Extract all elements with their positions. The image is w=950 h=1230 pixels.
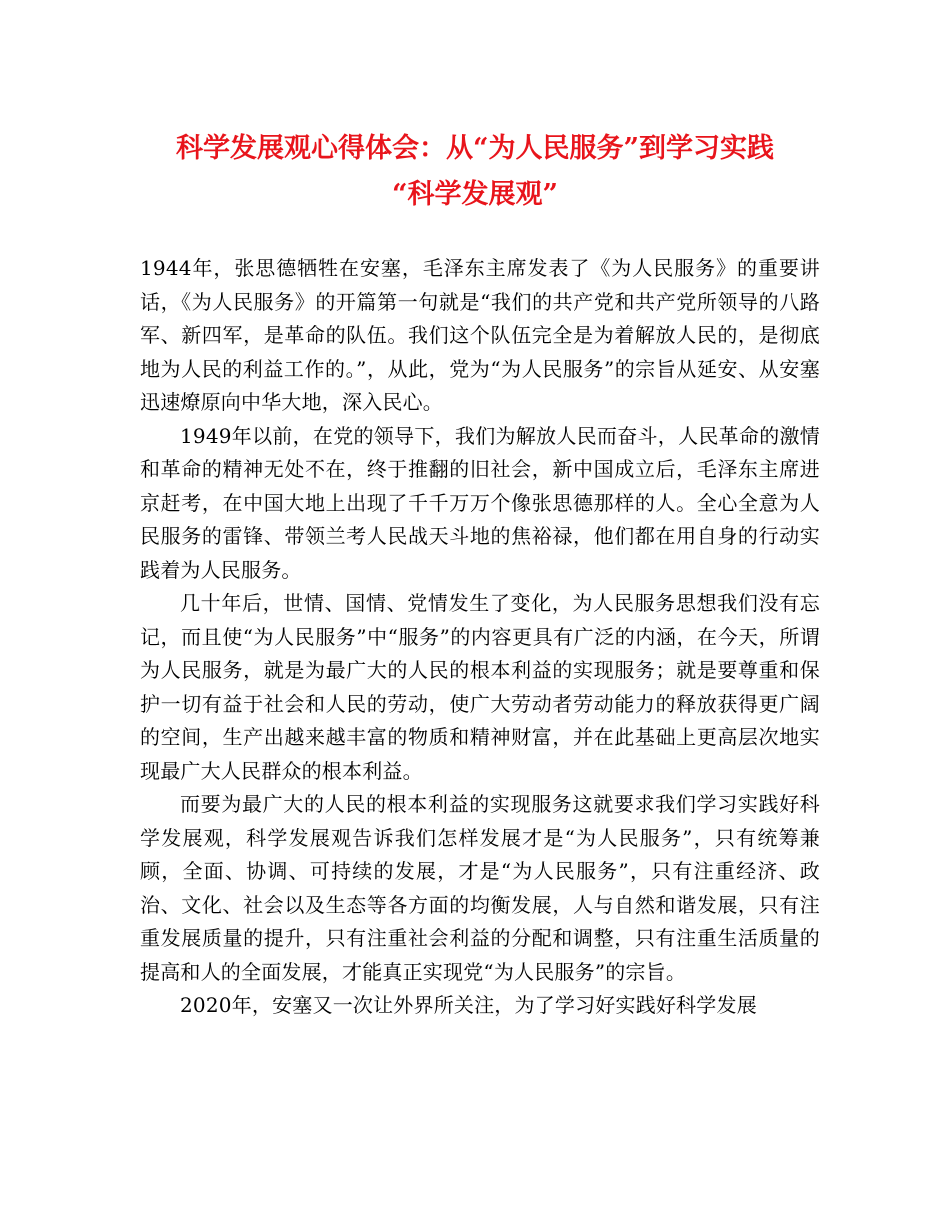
- paragraph-1: 1944年，张思德牺牲在安塞，毛泽东主席发表了《为人民服务》的重要讲话，《为人民服务》的开篇第一句就是“我们的共产党和共产党所领导的八路军、新四军，是革命的队伍。我们这个队伍完全是为着解放人民的，是彻底地为人民的利益工作的。”，从此，党为“为人民服务”的宗旨从延安、从安塞迅速燎原向中华大地，深入民心。: [140, 256, 820, 414]
- paragraph-3: 几十年后，世情、国情、党情发生了变化，为人民服务思想我们没有忘记，而且使“为人民服务”中“服务”的内容更具有广泛的内涵，在今天，所谓为人民服务，就是为最广大的人民的根本利益的实现服务；就是要尊重和保护一切有益于社会和人民的劳动，使广大劳动者劳动能力的释放获得更广阔的空间，生产出越来越丰富的物质和精神财富，并在此基础上更高层次地实现最广大人民群众的根本利益。: [140, 591, 820, 783]
- title-line-1: 科学发展观心得体会：从“为人民服务”到学习实践: [175, 133, 775, 164]
- paragraph-2: 1949年以前，在党的领导下，我们为解放人民而奋斗，人民革命的激情和革命的精神无处不在，终于推翻的旧社会，新中国成立后，毛泽东主席进京赶考，在中国大地上出现了千千万万个像张思德那样的人。全心全意为人民服务的雷锋、带领兰考人民战天斗地的焦裕禄，他们都在用自身的行动实践着为人民服务。: [140, 423, 820, 582]
- title-line-2: “科学发展观”: [391, 179, 559, 210]
- document-body: [140, 252, 820, 1023]
- paragraph-4: 而要为最广大的人民的根本利益的实现服务这就要求我们学习实践好科学发展观，科学发展观告诉我们怎样发展才是“为人民服务”，只有统筹兼顾，全面、协调、可持续的发展，才是“为人民服务”，只有注重经济、政治、文化、社会以及生态等各方面的均衡发展，人与自然和谐发展，只有注重发展质量的提升，只有注重社会利益的分配和调整，只有注重生活质量的提高和人的全面发展，才能真正实现党“为人民服务”的宗旨。: [140, 792, 820, 984]
- document-title: [0, 126, 950, 218]
- paragraph-5: 2020年，安塞又一次让外界所关注，为了学习好实践好科学发展: [180, 993, 757, 1017]
